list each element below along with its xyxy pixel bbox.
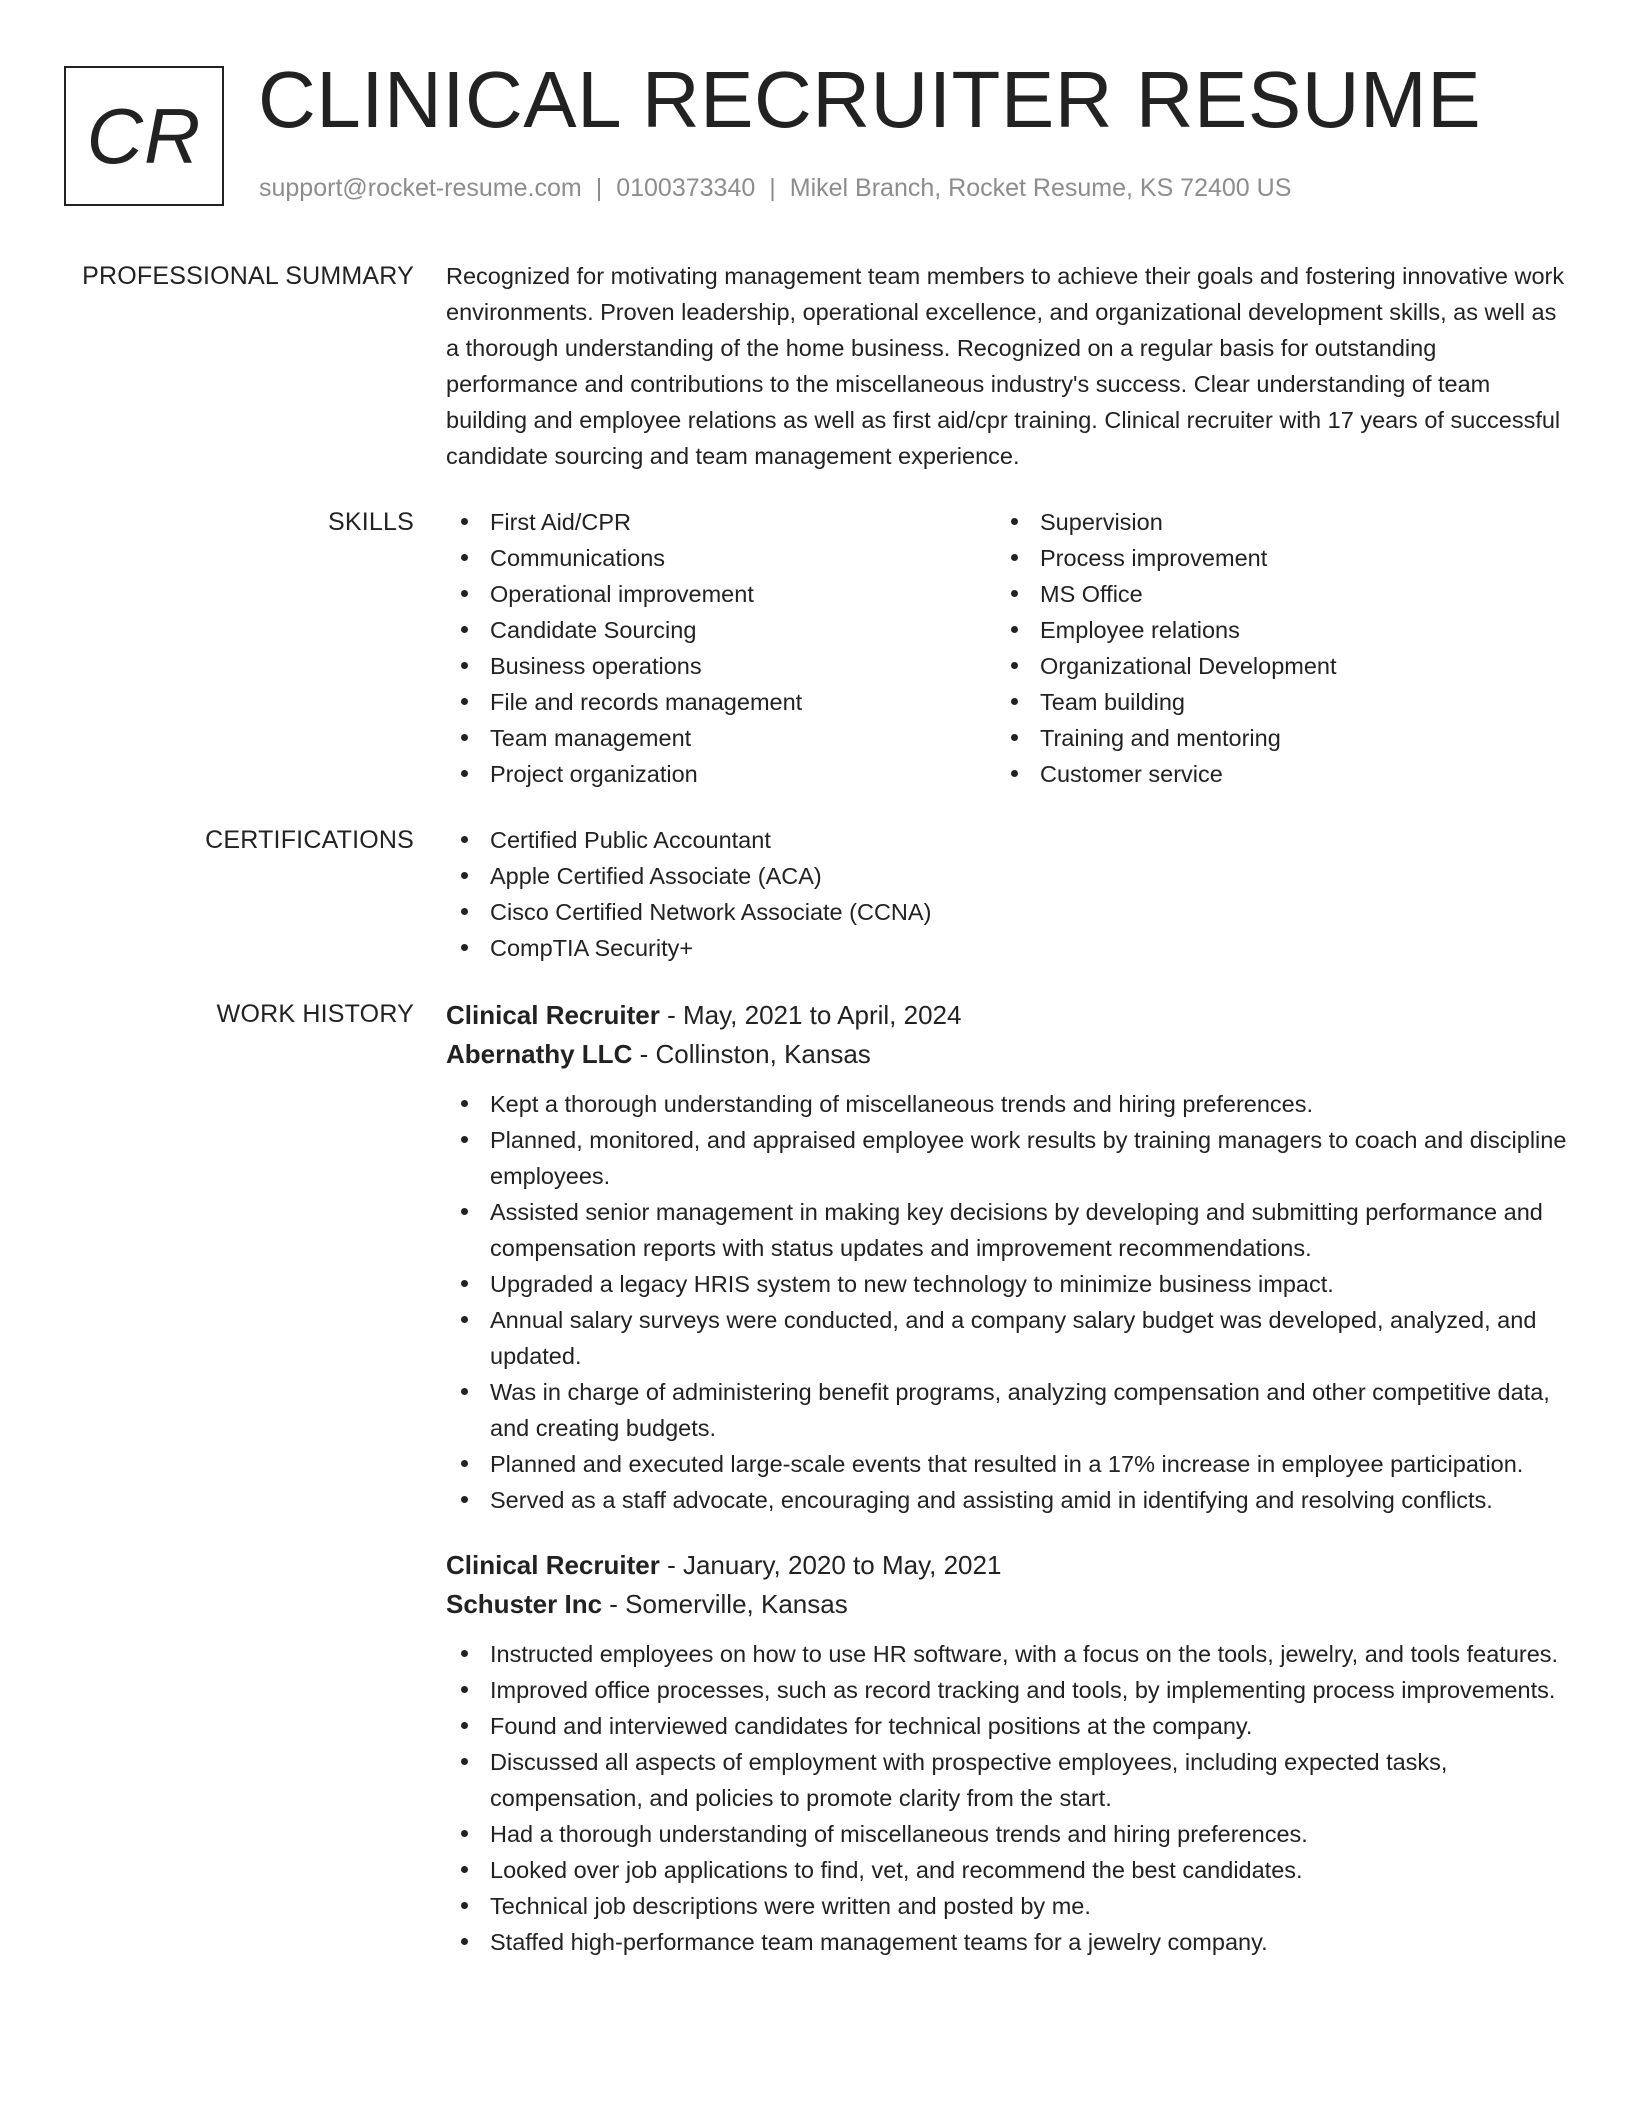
job-bullet: Instructed employees on how to use HR software, with a focus on the tools, jewelry, and tools features. bbox=[446, 1636, 1574, 1672]
job-location: - Collinston, Kansas bbox=[639, 1039, 871, 1069]
job-location: - Somerville, Kansas bbox=[609, 1589, 848, 1619]
job-company: Abernathy LLC bbox=[446, 1039, 633, 1069]
skill-item: Team management bbox=[446, 720, 996, 756]
skill-item: Business operations bbox=[446, 648, 996, 684]
job-bullet: Improved office processes, such as record tracking and tools, by implementing process improvements. bbox=[446, 1672, 1574, 1708]
skill-item: Customer service bbox=[996, 756, 1546, 792]
skill-item: Supervision bbox=[996, 504, 1546, 540]
skills-list-right bbox=[996, 504, 1546, 792]
work-history-section bbox=[64, 996, 1574, 1988]
monogram-text: CR bbox=[86, 91, 202, 180]
section-label-certifications: CERTIFICATIONS bbox=[205, 826, 414, 854]
job-bullet: Planned and executed large-scale events that resulted in a 17% increase in employee participation. bbox=[446, 1446, 1574, 1482]
skill-item: File and records management bbox=[446, 684, 996, 720]
skill-item: MS Office bbox=[996, 576, 1546, 612]
job-dates: - January, 2020 to May, 2021 bbox=[667, 1550, 1002, 1580]
section-label-skills: SKILLS bbox=[328, 508, 414, 536]
skill-item: Employee relations bbox=[996, 612, 1546, 648]
summary-text: Recognized for motivating management team members to achieve their goals and fostering innovative work environments. Proven leadership, operational excellence, and organizational development skills, as well as a thorough understanding of the home business. Recognized on a regular basis for outstanding performance and contributions to the miscellaneous industry's success. Clear understanding of team building and employee relations as well as first aid/cpr training. Clinical recruiter with 17 years of successful candidate sourcing and team management experience. bbox=[446, 263, 1565, 469]
skill-item: Candidate Sourcing bbox=[446, 612, 996, 648]
contact-phone: 0100373340 bbox=[616, 174, 756, 202]
job-title: Clinical Recruiter bbox=[446, 1550, 660, 1580]
contact-email: support@rocket-resume.com bbox=[259, 174, 582, 202]
job-bullet: Planned, monitored, and appraised employee work results by training managers to coach and discipline employees. bbox=[446, 1122, 1574, 1194]
contact-separator: | bbox=[595, 174, 603, 202]
job-bullet: Served as a staff advocate, encouraging and assisting amid in identifying and resolving conflicts. bbox=[446, 1482, 1574, 1518]
job-title-line bbox=[446, 1546, 1574, 1585]
job-bullets bbox=[446, 1086, 1574, 1518]
skills-list-left bbox=[446, 504, 996, 792]
job-bullet: Technical job descriptions were written and posted by me. bbox=[446, 1888, 1574, 1924]
job-bullet: Upgraded a legacy HRIS system to new technology to minimize business impact. bbox=[446, 1266, 1574, 1302]
certification-item: Certified Public Accountant bbox=[446, 822, 1574, 858]
contact-line bbox=[259, 174, 1291, 203]
job-bullet: Staffed high-performance team management teams for a jewelry company. bbox=[446, 1924, 1574, 1960]
job-bullet: Assisted senior management in making key decisions by developing and submitting performance and compensation reports with status updates and improvement recommendations. bbox=[446, 1194, 1574, 1266]
job-company-line bbox=[446, 1585, 1574, 1624]
skill-item: Organizational Development bbox=[996, 648, 1546, 684]
skill-item: Communications bbox=[446, 540, 996, 576]
job-bullet: Found and interviewed candidates for technical positions at the company. bbox=[446, 1708, 1574, 1744]
job-bullet: Looked over job applications to find, vet, and recommend the best candidates. bbox=[446, 1852, 1574, 1888]
resume-content bbox=[64, 258, 1574, 2018]
summary-section bbox=[64, 258, 1574, 474]
job-bullet: Discussed all aspects of employment with prospective employees, including expected tasks, compensation, and policies to promote clarity from the start. bbox=[446, 1744, 1574, 1816]
job-bullets bbox=[446, 1636, 1574, 1960]
job-bullet: Was in charge of administering benefit programs, analyzing compensation and other competitive data, and creating budgets. bbox=[446, 1374, 1574, 1446]
skill-item: First Aid/CPR bbox=[446, 504, 996, 540]
certification-item: Apple Certified Associate (ACA) bbox=[446, 858, 1574, 894]
job-title: Clinical Recruiter bbox=[446, 1000, 660, 1030]
skill-item: Project organization bbox=[446, 756, 996, 792]
skill-item: Training and mentoring bbox=[996, 720, 1546, 756]
certification-item: Cisco Certified Network Associate (CCNA) bbox=[446, 894, 1574, 930]
job-dates: - May, 2021 to April, 2024 bbox=[667, 1000, 962, 1030]
section-label-summary: PROFESSIONAL SUMMARY bbox=[82, 262, 414, 290]
section-label-work-history: WORK HISTORY bbox=[216, 1000, 414, 1028]
job-entry bbox=[446, 996, 1574, 1518]
job-title-line bbox=[446, 996, 1574, 1035]
skill-item: Operational improvement bbox=[446, 576, 996, 612]
skills-section bbox=[64, 504, 1574, 792]
certification-item: CompTIA Security+ bbox=[446, 930, 1574, 966]
job-company-line bbox=[446, 1035, 1574, 1074]
job-company: Schuster Inc bbox=[446, 1589, 603, 1619]
monogram-logo bbox=[64, 66, 224, 206]
skill-item: Team building bbox=[996, 684, 1546, 720]
job-bullet: Had a thorough understanding of miscellaneous trends and hiring preferences. bbox=[446, 1816, 1574, 1852]
job-bullet: Annual salary surveys were conducted, and a company salary budget was developed, analyzed, and updated. bbox=[446, 1302, 1574, 1374]
certifications-list bbox=[446, 822, 1574, 966]
job-bullet: Kept a thorough understanding of miscellaneous trends and hiring preferences. bbox=[446, 1086, 1574, 1122]
skill-item: Process improvement bbox=[996, 540, 1546, 576]
contact-address: Mikel Branch, Rocket Resume, KS 72400 US bbox=[789, 174, 1292, 202]
contact-separator: | bbox=[769, 174, 776, 202]
certifications-section bbox=[64, 822, 1574, 966]
job-entry bbox=[446, 1546, 1574, 1960]
resume-title: CLINICAL RECRUITER RESUME bbox=[258, 55, 1482, 144]
